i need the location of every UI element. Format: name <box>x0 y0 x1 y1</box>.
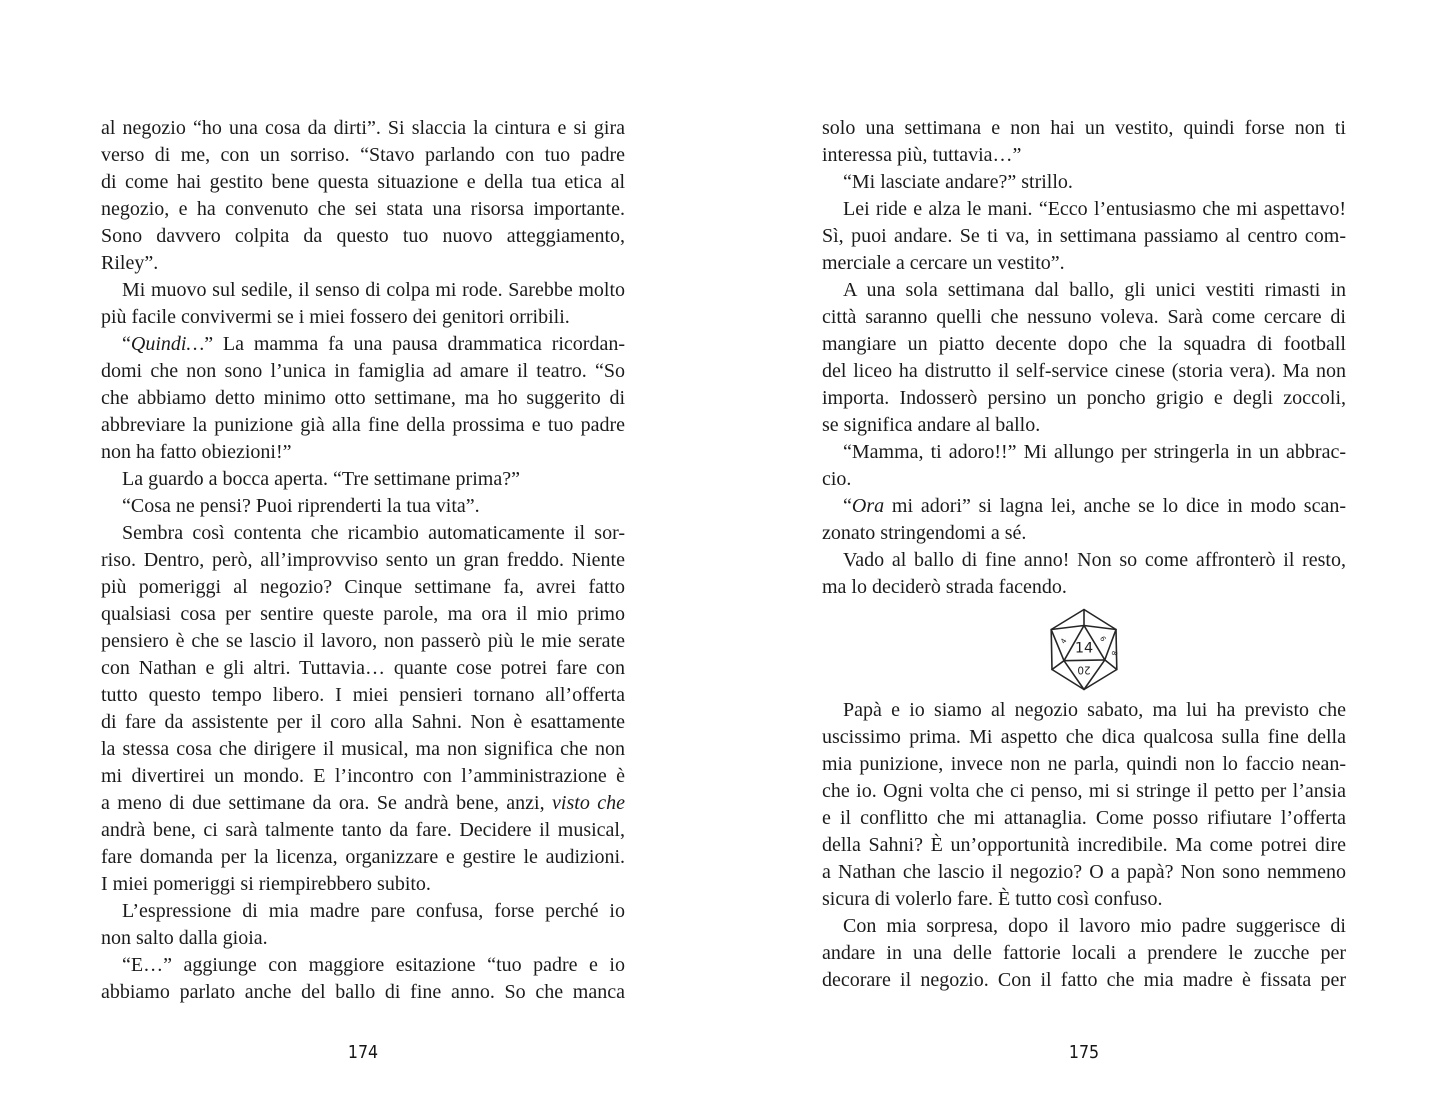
text-line: uscissimo prima. Mi aspetto che dica qualcosa sulla fine della <box>822 726 1346 748</box>
text-line: verso di me, con un sorriso. “Stavo parlando con tuo padre <box>101 144 625 166</box>
text-line: Vado al ballo di fine anno! Non so come affronterò il resto, <box>843 549 1346 571</box>
page-right-paragraphs-top <box>822 115 1346 601</box>
text-line: della Sahni? È un’opportunità incredibile. Ma come potrei dire <box>822 834 1346 856</box>
text-line: con Nathan e gli altri. Tuttavia… quante cose potrei fare con <box>101 657 625 679</box>
paragraph <box>822 115 1346 169</box>
text-line: non ha fatto obiezioni!” <box>101 441 292 463</box>
die-number-side-far-right: 8 <box>1109 649 1120 656</box>
text-line: se significa andare al ballo. <box>822 414 1041 436</box>
text-line: zonato stringendomi a sé. <box>822 522 1027 544</box>
text-line: Lei ride e alza le mani. “Ecco l’entusiasmo che mi aspettavo! <box>843 198 1346 220</box>
text-line: più facile convivermi se i miei fossero dei genitori orribili. <box>101 306 570 328</box>
text-line: cio. <box>822 468 852 490</box>
paragraph <box>101 493 625 520</box>
text-line: non salto dalla gioia. <box>101 927 268 949</box>
text-line: sicura di volerlo fare. È tutto così confuso. <box>822 888 1163 910</box>
text-line: abbreviare la punizione già alla fine della prossima e tuo padre <box>101 414 625 436</box>
text-line: riso. Dentro, però, all’improvviso sento un gran freddo. Niente <box>101 549 625 571</box>
paragraph <box>822 439 1346 493</box>
paragraph <box>101 466 625 493</box>
text-line: mia punizione, invece non ne parla, quindi non lo faccio nean- <box>822 753 1346 775</box>
text-line: “E…” aggiunge con maggiore esitazione “tuo padre e io <box>122 954 625 976</box>
text-line: solo una settimana e non hai un vestito, quindi forse non ti <box>822 117 1346 139</box>
text-line: del liceo ha distrutto il self-service cinese (storia vera). Ma non <box>822 360 1346 382</box>
paragraph <box>822 493 1346 547</box>
text-line: Papà e io siamo al negozio sabato, ma lui ha previsto che <box>843 699 1346 721</box>
text-line: decorare il negozio. Con il fatto che mia madre è fissata per <box>822 969 1346 991</box>
text-line: L’espressione di mia madre pare confusa, forse perché io <box>122 900 625 922</box>
paragraph <box>101 331 625 466</box>
text-line: di fare da assistente per il coro alla Sahni. Non è esattamente <box>101 711 625 733</box>
d20-die-icon <box>1044 607 1124 692</box>
text-line: I miei pomeriggi si riempirebbero subito. <box>101 873 431 895</box>
text-line: andrà bene, ci sarà talmente tanto da fare. Decidere il musical, <box>101 819 625 841</box>
paragraph <box>822 547 1346 601</box>
text-line: Mi muovo sul sedile, il senso di colpa mi rode. Sarebbe molto <box>122 279 625 301</box>
text-line: tutto questo tempo libero. I miei pensieri tornano all’offerta <box>101 684 625 706</box>
text-line: Riley”. <box>101 252 159 274</box>
text-line: “Mi lasciate andare?” strillo. <box>843 171 1073 193</box>
text-line: al negozio “ho una cosa da dirti”. Si slaccia la cintura e si gira <box>101 117 625 139</box>
text-line: Con mia sorpresa, dopo il lavoro mio padre suggerisce di <box>843 915 1346 937</box>
text-line: mi divertirei un mondo. E l’incontro con l’amministrazione è <box>101 765 625 787</box>
text-line: importa. Indosserò persino un poncho grigio e degli zoccoli, <box>822 387 1346 409</box>
text-line: La guardo a bocca aperta. “Tre settimane prima?” <box>122 468 520 490</box>
paragraph <box>822 697 1346 913</box>
page-number-right: 175 <box>1068 1042 1100 1063</box>
text-line: interessa più, tuttavia…” <box>822 144 1022 166</box>
paragraph <box>822 169 1346 196</box>
text-line: a Nathan che lascio il negozio? O a papà? Non sono nemmeno <box>822 861 1346 883</box>
text-line: ma lo deciderò strada facendo. <box>822 576 1067 598</box>
text-line: A una sola settimana dal ballo, gli unici vestiti rimasti in <box>843 279 1346 301</box>
text-line: “Cosa ne pensi? Puoi riprenderti la tua vita”. <box>122 495 480 517</box>
paragraph <box>822 277 1346 439</box>
page-right-paragraphs-bottom <box>822 697 1346 994</box>
paragraph <box>822 196 1346 277</box>
page-left-text-column <box>101 115 625 1006</box>
text-line: “Quindi…” La mamma fa una pausa drammatica ricordan- <box>122 333 625 355</box>
paragraph <box>822 913 1346 994</box>
text-line: pensiero è che se lascio il lavoro, non passerò più le mie serate <box>101 630 625 652</box>
text-line: a meno di due settimane da ora. Se andrà bene, anzi, visto che <box>101 792 625 814</box>
page-number-left: 174 <box>347 1042 379 1063</box>
text-line: domi che non sono l’unica in famiglia ad amare il teatro. “So <box>101 360 625 382</box>
text-line: “Ora mi adori” si lagna lei, anche se lo dice in modo scan- <box>843 495 1346 517</box>
text-line: città saranno quelli che nessuno voleva. Sarà come cercare di <box>822 306 1346 328</box>
paragraph <box>101 520 625 898</box>
text-line: mangiare un piatto decente dopo che la squadra di football <box>822 333 1346 355</box>
text-line: “Mamma, ti adoro!!” Mi allungo per stringerla in un abbrac- <box>843 441 1346 463</box>
text-line: fare domanda per la licenza, organizzare e gestire le audizioni. <box>101 846 625 868</box>
text-line: abbiamo parlato anche del ballo di fine anno. So che manca <box>101 981 625 1003</box>
text-line: qualsiasi cosa per sentire queste parole, ma ora il mio primo <box>101 603 625 625</box>
text-line: merciale a cercare un vestito”. <box>822 252 1065 274</box>
text-line: che io. Ogni volta che ci penso, mi si stringe il petto per l’ansia <box>822 780 1346 802</box>
die-number-bottom: 20 <box>1077 662 1091 675</box>
text-line: più pomeriggi al negozio? Cinque settimane fa, avrei fatto <box>101 576 625 598</box>
paragraph <box>101 952 625 1006</box>
text-line: andare in una delle fattorie locali a prendere le zucche per <box>822 942 1346 964</box>
text-line: di come hai gestito bene questa situazione e della tua etica al <box>101 171 625 193</box>
page-right-text-column <box>822 115 1346 994</box>
text-line: che abbiamo detto minimo otto settimane, ma ho suggerito di <box>101 387 625 409</box>
text-line: negozio, e ha convenuto che sei stata una risorsa importante. <box>101 198 625 220</box>
text-line: la stessa cosa che dirigere il musical, ma non significa che non <box>101 738 625 760</box>
die-number-side-right: 6 <box>1097 634 1109 643</box>
die-number-center: 14 <box>1074 640 1094 657</box>
paragraph <box>101 115 625 277</box>
paragraph <box>101 898 625 952</box>
section-divider <box>822 601 1346 697</box>
die-number-side-left: 4 <box>1058 636 1069 645</box>
text-line: Sembra così contenta che ricambio automaticamente il sor- <box>122 522 625 544</box>
text-line: Sono davvero colpita da questo tuo nuovo atteggiamento, <box>101 225 625 247</box>
text-line: e il conflitto che mi attanaglia. Come posso rifiutare l’offerta <box>822 807 1346 829</box>
text-line: Sì, puoi andare. Se ti va, in settimana passiamo al centro com- <box>822 225 1346 247</box>
paragraph <box>101 277 625 331</box>
